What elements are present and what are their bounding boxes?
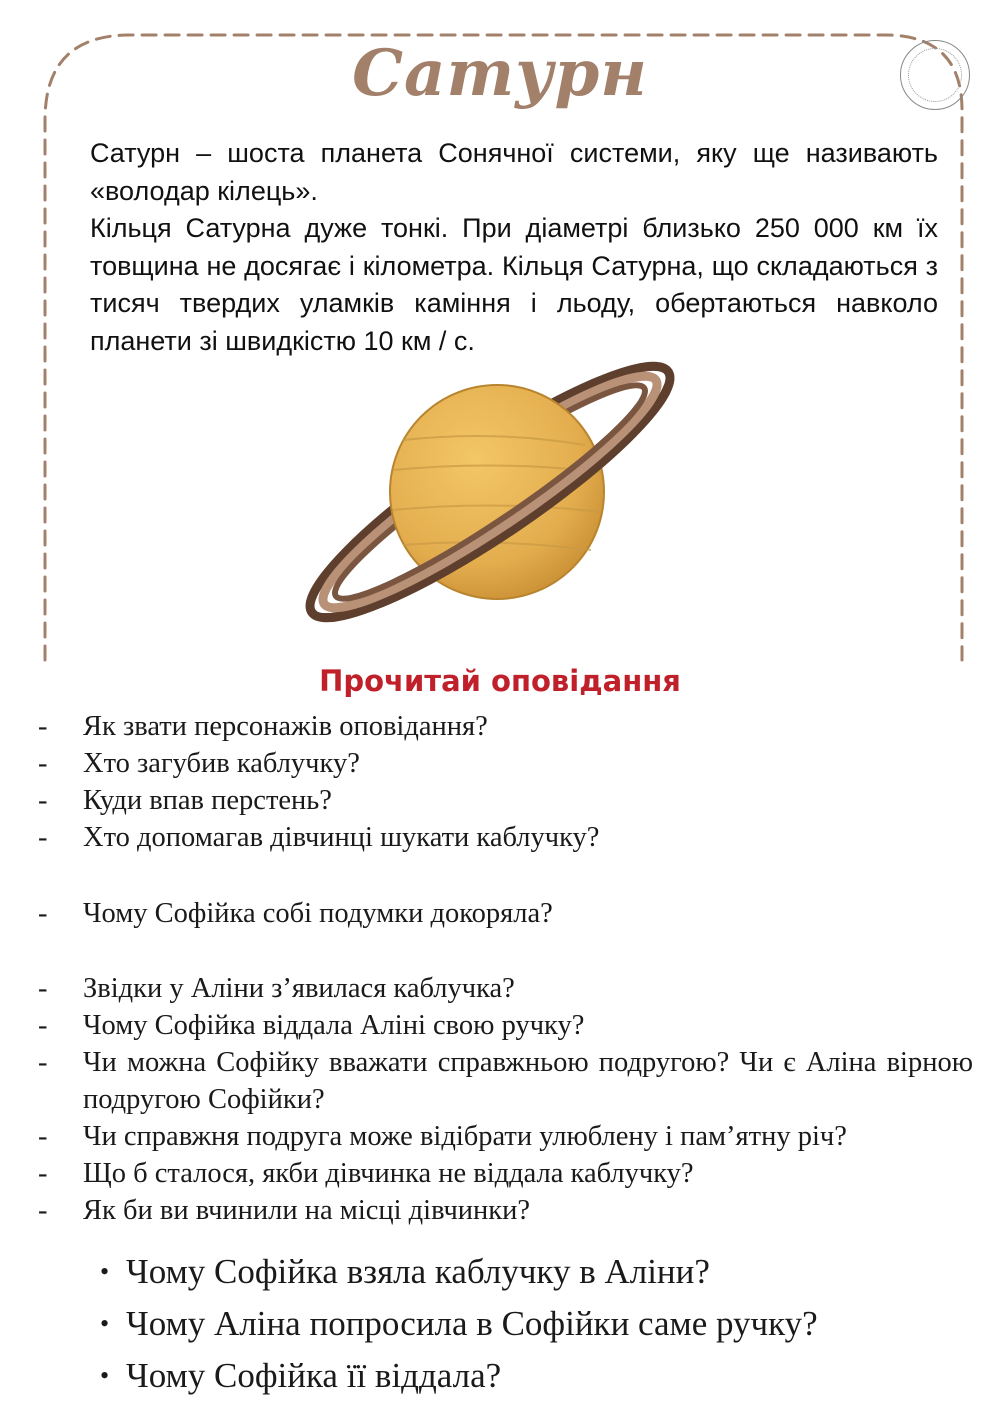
dash-marker: - bbox=[38, 1010, 48, 1041]
dash-marker: - bbox=[38, 711, 48, 742]
bullet-question-text: Чому Софійка її віддала? bbox=[126, 1356, 502, 1395]
question-text: Чи можна Софійку вважати справжньою подругою? Чи є Аліна вірною подругою Софійки? bbox=[83, 1047, 973, 1115]
dash-marker: - bbox=[38, 1121, 48, 1152]
question-text: Як звати персонажів оповідання? bbox=[83, 711, 488, 742]
question-text: Чому Софійка віддала Аліні свою ручку? bbox=[83, 1010, 585, 1041]
question-text: Що б сталося, якби дівчинка не віддала каблучку? bbox=[83, 1158, 694, 1189]
school-logo-stamp-icon bbox=[900, 40, 970, 110]
intro-paragraph-1: Сатурн – шоста планета Сонячної системи, яку ще називають «володар кілець». bbox=[90, 138, 938, 206]
list-item bbox=[100, 1350, 980, 1402]
list-item bbox=[38, 782, 973, 819]
question-text: Звідки у Аліни з’явилася каблучка? bbox=[83, 973, 515, 1004]
question-text: Як би ви вчинили на місці дівчинки? bbox=[83, 1195, 531, 1226]
dash-marker: - bbox=[38, 822, 48, 853]
dash-marker: - bbox=[38, 898, 48, 929]
list-item bbox=[38, 1155, 973, 1192]
bullet-marker: • bbox=[100, 1361, 110, 1390]
dash-marker: - bbox=[38, 785, 48, 816]
bullet-question-text: Чому Аліна попросила в Софійки саме ручку? bbox=[126, 1304, 818, 1343]
dash-marker: - bbox=[38, 973, 48, 1004]
list-item bbox=[38, 819, 973, 856]
dash-marker: - bbox=[38, 748, 48, 779]
page-title: Сатурн bbox=[352, 36, 648, 111]
list-item bbox=[38, 1044, 973, 1118]
list-item bbox=[38, 708, 973, 745]
question-text: Хто допомагав дівчинці шукати каблучку? bbox=[83, 822, 600, 853]
question-text: Чи справжня подруга може відібрати улюблену і пам’ятну річ? bbox=[83, 1121, 847, 1152]
question-text: Куди впав перстень? bbox=[83, 785, 332, 816]
bullet-marker: • bbox=[100, 1257, 110, 1286]
question-text: Хто загубив каблучку? bbox=[83, 748, 360, 779]
question-text: Чому Софійка собі подумки докоряла? bbox=[83, 898, 553, 929]
questions-list bbox=[38, 708, 973, 1229]
list-item bbox=[38, 1192, 973, 1229]
list-item bbox=[38, 1007, 973, 1044]
list-item bbox=[100, 1298, 980, 1350]
list-item bbox=[38, 745, 973, 782]
bullet-question-text: Чому Софійка взяла каблучку в Аліни? bbox=[126, 1252, 710, 1291]
list-item bbox=[38, 895, 973, 932]
bullet-marker: • bbox=[100, 1309, 110, 1338]
dash-marker: - bbox=[38, 1158, 48, 1189]
list-item bbox=[38, 1118, 973, 1155]
section-subtitle: Прочитай оповідання bbox=[319, 664, 681, 698]
intro-text bbox=[90, 135, 938, 360]
intro-paragraph-2: Кільця Сатурна дуже тонкі. При діаметрі близько 250 000 км їх товщина не досягає і кілометра. Кільця Сатурна, що складаються з тисяч твердих уламків каміння і льоду, обертаються навколо планети зі швидкістю 10 км / с. bbox=[90, 213, 938, 356]
dash-marker: - bbox=[38, 1195, 48, 1226]
saturn-planet-illustration-icon bbox=[285, 360, 695, 625]
list-item bbox=[100, 1246, 980, 1298]
list-item bbox=[38, 970, 973, 1007]
dash-marker: - bbox=[38, 1047, 48, 1078]
bullet-questions-list bbox=[100, 1246, 980, 1402]
